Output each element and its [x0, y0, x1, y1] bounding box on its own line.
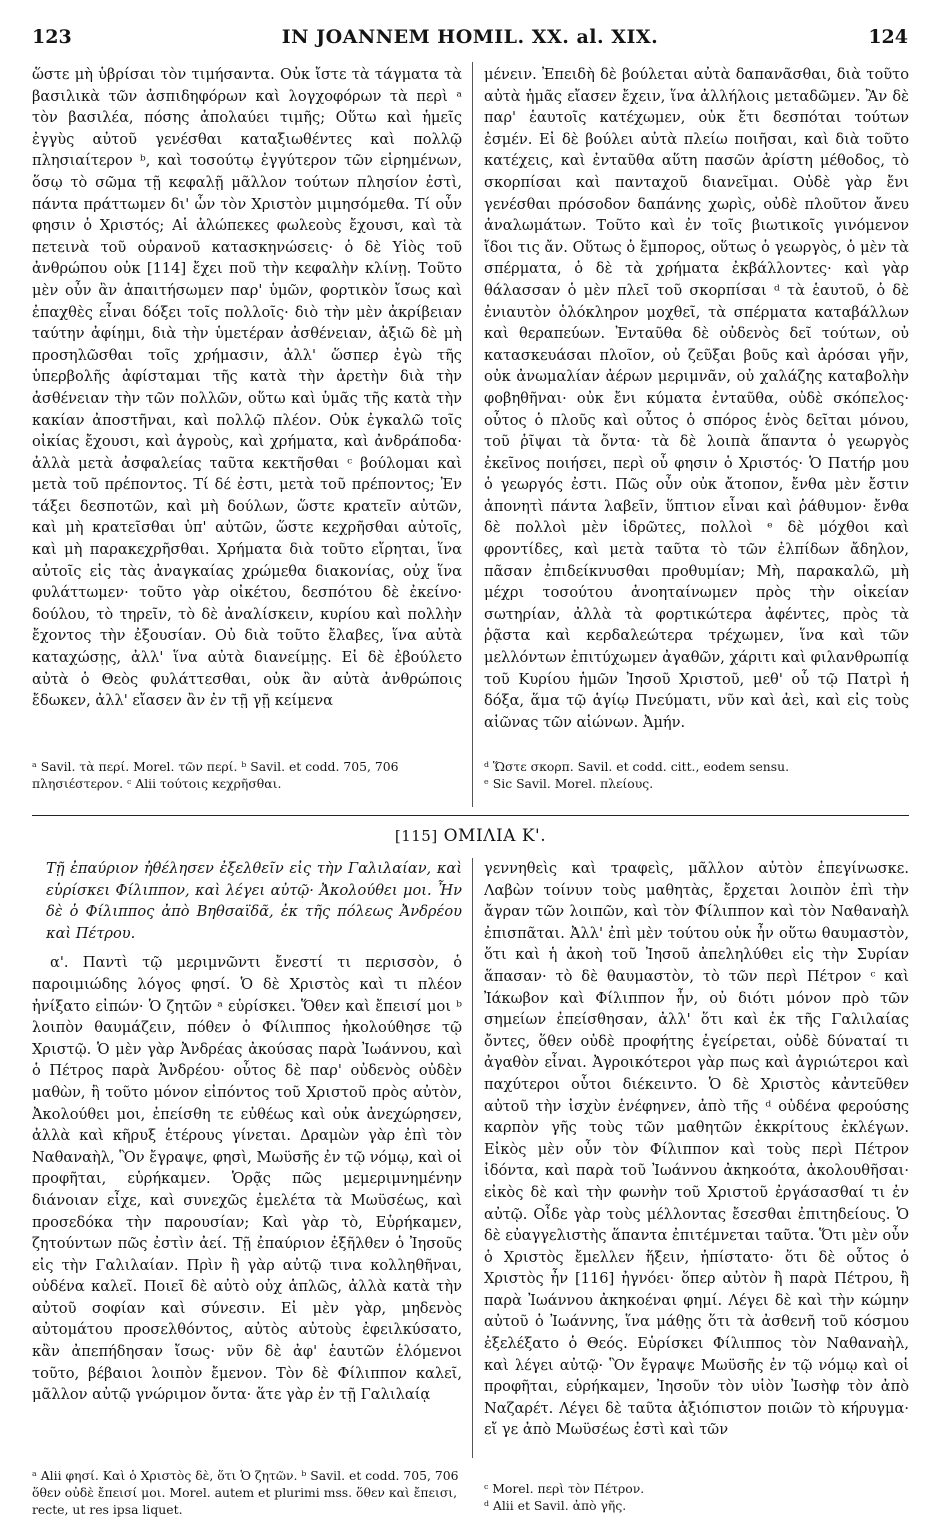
footnote: ᵈ Alii et Savil. ἀπὸ γῆς. [484, 1498, 627, 1513]
footnotes-bottom-right [484, 1480, 909, 1514]
page-number-right: 124 [868, 26, 908, 48]
top-left-column [32, 64, 462, 754]
page-marker: [115] [394, 827, 438, 845]
bottom-left-column [32, 858, 462, 1463]
footnote: ᵉ Sic Savil. Morel. πλείους. [484, 776, 654, 791]
homily-title: ΟΜΙΛΙΑ Κ'. [443, 826, 547, 846]
footnote: ᵈ Ὥστε σκορπ. Savil. et codd. citt., eodem sensu. [484, 759, 790, 774]
footnote: ᵃ Savil. τὰ περί. Morel. τῶν περί. ᵇ Savil. et codd. 705, 706 πλησιέστερον. ᶜ Alii τούτοις κεχρῆσθαι. [32, 759, 399, 791]
text-paragraph: μένειν. Ἐπειδὴ δὲ βούλεται αὐτὰ δαπανᾶσθαι, διὰ τοῦτο αὐτὰ ἡμᾶς εἴασεν ἔχειν, ἵνα ἀλλήλοις μεταδῶμεν. Ἂν δὲ παρ' ἑαυτοῖς κατέχωμεν, οὐκ ἔτι δεσπόται τούτων ἐσμέν. Εἰ δὲ βούλει αὐτὰ πλείω ποιῆσαι, καὶ διὰ τοῦτο κατέχεις, καὶ ἐνταῦθα αὕτη πασῶν ἀρίστη μέθοδος, τὸ σκορπίσαι καὶ πανταχοῦ διανεῖμαι. Οὐδὲ γὰρ ἔνι γενέσθαι πρόσοδον δαπάνης χωρὶς, οὐδὲ πλοῦτον ἄνευ ἀναλωμάτων. Τοῦτο καὶ ἐν τοῖς βιωτικοῖς γινόμενον ἴδοι τις ἄν. Οὕτως ὁ ἔμπορος, οὕτως ὁ γεωργὸς, ὁ μὲν τὰ σπέρματα, ὁ δὲ τὰ χρήματα ἐκβάλλοντες· καὶ γὰρ θάλασσαν ὁ μὲν πλεῖ τοῦ σκορπίσαι ᵈ τὰ ἑαυτοῦ, ὁ δὲ ἐνιαυτὸν ὁλόκληρον μοχθεῖ, τὰ σπέρματα καταβάλλων καὶ θεραπεύων. Ἐνταῦθα δὲ οὐδενὸς δεῖ τούτων, οὐ κατασκευάσαι πλοῖον, οὐ ζεῦξαι βοῦς καὶ ἀρόσαι γῆν, οὐκ ἀνωμαλίαν ἀέρων μεριμνᾶν, οὐ χαλάζης καταβολὴν φοβηθῆναι· οὐκ ἔνι κύματα ἐνταῦθα, οὐδὲ σκόπελος· οὗτος ὁ πλοῦς καὶ οὗτος ὁ σπόρος ἑνὸς δεῖται μόνου, τοῦ ῥῖψαι τὰ ὄντα· τὰ δὲ λοιπὰ ἅπαντα ὁ γεωργὸς ἐκεῖνος ποιήσει, περὶ οὗ φησιν ὁ Χριστός· Ὁ Πατήρ μου ὁ γεωργός ἐστι. Πῶς οὖν οὐκ ἄτοπον, ἔνθα μὲν ἔστιν ἀπονητὶ πάντα λαβεῖν, ὕπτιον εἶναι καὶ ῥάθυμον· ἔνθα δὲ πολλοὶ μὲν ἱδρῶτες, πολλοὶ ᵉ δὲ μόχθοι καὶ φροντίδες, καὶ μετὰ ταῦτα τὸ τῶν ἐλπίδων ἄδηλον, πᾶσαν ἐπιδείκνυσθαι προθυμίαν; Μὴ, παρακαλῶ, μὴ μέχρι τοσούτου ἀνοηταίνωμεν πρὸς τὴν οἰκείαν σωτηρίαν, ἀλλὰ τὰ φορτικώτερα ἀφέντες, πρὸς τὰ ῥᾷστα καὶ κερδαλεώτερα τρέχωμεν, ἵνα καὶ τῶν μελλόντων ἐπιτύχωμεν ἀγαθῶν, χάριτι καὶ φιλανθρωπίᾳ τοῦ Κυρίου ἡμῶν Ἰησοῦ Χριστοῦ, μεθ' οὗ τῷ Πατρὶ ἡ δόξα, ἅμα τῷ ἁγίῳ Πνεύματι, νῦν καὶ ἀεὶ, καὶ εἰς τοὺς αἰῶνας τῶν αἰώνων. Ἀμήν. [484, 66, 909, 731]
footnote: ᵃ Alii φησί. Καὶ ὁ Χριστὸς δὲ, ὅτι Ὁ ζητῶν. ᵇ Savil. et codd. 705, 706 ὅθεν οὐδὲ ἔπεισί μοι. Morel. autem et plurimi mss. ὅθεν καὶ ἔπεισι, recte, ut res ipsa liquet. [32, 1468, 459, 1517]
bottom-right-column [484, 858, 909, 1463]
page-header [32, 26, 908, 56]
top-right-column [484, 64, 909, 754]
homily-heading [32, 826, 909, 846]
text-paragraph: ὥστε μὴ ὑβρίσαι τὸν τιμήσαντα. Οὐκ ἴστε τὰ τάγματα τὰ βασιλικὰ τῶν ἀσπιδηφόρων καὶ λογχοφόρων τὰ περὶ ᵃ τὸν βασιλέα, πόσης ἀπολαύει τιμῆς; Οὕτω καὶ ἡμεῖς ἐγγὺς αὐτοῦ γενέσθαι καταξιωθέντες καὶ πολλῷ πλησιαίτερον ᵇ, καὶ τοσούτῳ ἐγγύτερον τῶν εἰρημένων, ὅσῳ τὸ σῶμα τῇ κεφαλῇ μᾶλλον τούτων πλησίον ἐστὶ, πάντα πράττωμεν δι' ὧν τὸν Χριστὸν μιμησόμεθα. Τί οὖν φησιν ὁ Χριστός; Αἱ ἀλώπεκες φωλεοὺς ἔχουσι, καὶ τὰ πετεινὰ τοῦ οὐρανοῦ κατασκηνώσεις· ὁ δὲ Υἱὸς τοῦ ἀνθρώπου οὐκ [114] ἔχει ποῦ τὴν κεφαλὴν κλίνῃ. Τοῦτο μὲν οὖν ἂν ἀπαιτήσωμεν παρ' ὑμῶν, φορτικὸν ἴσως καὶ ἐπαχθὲς εἶναι δόξει τοῖς πολλοῖς· διὸ τὴν μὲν ἀκρίβειαν ταύτην ἀφίημι, διὰ τὴν ὑμετέραν ἀσθένειαν, ἀξιῶ δὲ μὴ προσηλῶσθαι τοῖς χρήμασιν, ἀλλ' ὥσπερ ἐγὼ τῆς ὑπερβολῆς ἀφίσταμαι τῆς κατὰ τὴν ἀρετὴν διὰ τὴν ἀσθένειαν τὴν τῶν πολλῶν, οὕτω καὶ ὑμᾶς τῆς κατὰ τὴν κακίαν ἀποστῆναι, καὶ πολλῷ πλέον. Οὐκ ἐγκαλῶ τοῖς οἰκίας ἔχουσι, καὶ ἀγροὺς, καὶ χρήματα, καὶ ἀνδράποδα· ἀλλὰ μετὰ ἀσφαλείας ταῦτα κεκτῆσθαι ᶜ βούλομαι καὶ μετὰ τοῦ πρέποντος. Τί δέ ἐστι, μετὰ τοῦ πρέποντος; Ἐν τάξει δεσποτῶν, καὶ μὴ δούλων, ὥστε κρατεῖν αὐτῶν, καὶ μὴ κρατεῖσθαι ὑπ' αὐτῶν, ὥστε κεχρῆσθαι αὐτοῖς, καὶ μὴ παρακεχρῆσθαι. Χρήματα διὰ τοῦτο εἴρηται, ἵνα αὐτοῖς εἰς τὰς ἀναγκαίας χρώμεθα διακονίας, οὐχ ἵνα φυλάττωμεν· τοῦτο γὰρ οἰκέτου, δεσπότου δὲ ἐκείνο· δούλου, τὸ τηρεῖν, τὸ δὲ ἀναλίσκειν, κυρίου καὶ πολλὴν ἔχοντος τὴν ἐξουσίαν. Οὐ διὰ τοῦτο ἔλαβες, ἵνα αὐτὰ καταχώσῃς, ἀλλ' ἵνα αὐτὰ διανείμῃς. Εἰ δὲ ἐβούλετο αὐτὰ ὁ Θεὸς φυλάττεσθαι, οὐκ ἂν αὐτὰ ἀνθρώποις ἔδωκεν, ἀλλ' εἴασεν ἂν ἐν τῇ γῇ κείμενα [32, 66, 462, 710]
column-divider-bottom [472, 858, 473, 1458]
section-rule [32, 815, 909, 816]
scripture-incipit: Τῇ ἐπαύριον ἠθέλησεν ἐξελθεῖν εἰς τὴν Γαλιλαίαν, καὶ εὑρίσκει Φίλιππον, καὶ λέγει αὐτῷ· Ἀκολούθει μοι. Ἦν δὲ ὁ Φίλιππος ἀπὸ Βηθσαϊδᾶ, ἐκ τῆς πόλεως Ἀνδρέου καὶ Πέτρου. [46, 860, 462, 942]
footnotes-top-left [32, 758, 462, 792]
text-paragraph: γεννηθεὶς καὶ τραφεὶς, μᾶλλον αὐτὸν ἐπεγίνωσκε. Λαβὼν τοίνυν τοὺς μαθητὰς, ἔρχεται λοιπὸν ἐπὶ τὴν ἄγραν τῶν λοιπῶν, καὶ τὸν Φίλιππον καὶ τὸν Ναθαναὴλ ἐπισπᾶται. Ἀλλ' ἐπὶ μὲν τούτου οὐκ ἦν οὕτω θαυμαστὸν, ὅτι καὶ ἡ ἀκοὴ τοῦ Ἰησοῦ ἀπεληλύθει εἰς τὴν Συρίαν ἅπασαν· τὸ δὲ θαυμαστὸν, τὸ τῶν περὶ Πέτρον ᶜ καὶ Ἰάκωβον καὶ Φίλιππον ἦν, οὐ διότι μόνον πρὸ τῶν σημείων ἐπείσθησαν, ἀλλ' ὅτι καὶ ἐκ τῆς Γαλιλαίας ὄντες, ὅθεν οὐδὲ προφήτης ἐγείρεται, οὐδὲ δύναταί τι ἀγαθὸν εἶναι. Ἀγροικότεροι γὰρ πως καὶ ἀγριώτεροι καὶ παχύτεροι οὗτοι διέκειντο. Ὁ δὲ Χριστὸς κἀντεῦθεν αὐτοῦ τὴν ἰσχὺν ἐνέφηνεν, ἀπὸ τῆς ᵈ οὐδένα φερούσης καρπὸν γῆς τοὺς τῶν μαθητῶν ἐκκρίτους ἐκλέγων. Εἰκὸς μὲν οὖν τὸν Φίλιππον καὶ τοὺς περὶ Πέτρον ἰδόντα, καὶ παρὰ τοῦ Ἰωάννου ἀκηκοότα, ἀκολουθῆσαι· εἰκὸς δὲ καὶ τὴν φωνὴν τοῦ Χριστοῦ ἐργάσασθαί τι ἐν αὐτῷ. Οἶδε γὰρ τοὺς μέλλοντας ἔσεσθαι ἐπιτηδείους. Ὁ δὲ εὐαγγελιστὴς ἅπαντα ἐπιτέμνεται ταῦτα. Ὅτι μὲν οὖν ὁ Χριστὸς ἔμελλεν ἥξειν, ἠπίστατο· ὅτι δὲ οὗτος ὁ Χριστὸς ἦν [116] ἠγνόει· ὅπερ αὐτὸν ἢ παρὰ Πέτρου, ἢ παρὰ Ἰωάννου ἀκηκοέναι φημί. Λέγει δὲ καὶ τὴν κώμην αὐτοῦ ὁ Ἰωάννης, ἵνα μάθῃς ὅτι τὰ ἀσθενῆ τοῦ κόσμου ἐξελέξατο ὁ Θεός. Εὑρίσκει Φίλιππος τὸν Ναθαναὴλ, καὶ λέγει αὐτῷ· Ὃν ἔγραψε Μωϋσῆς ἐν τῷ νόμῳ καὶ οἱ προφῆται, εὑρήκαμεν, Ἰησοῦν τὸν υἱὸν Ἰωσὴφ τὸν ἀπὸ Ναζαρέτ. Λέγει δὲ ταῦτα ἀξιόπιστον ποιῶν τὸ κήρυγμα· εἴ γε ἀπὸ Μωϋσέως ἐστὶ καὶ τῶν [484, 860, 909, 1439]
column-divider-top [472, 62, 473, 807]
text-paragraph: α'. Παντὶ τῷ μεριμνῶντι ἔνεστί τι περισσὸν, ὁ παροιμιώδης λόγος φησί. Ὁ δὲ Χριστὸς καὶ τι πλέον ἠνίξατο εἰπών· Ὁ ζητῶν ᵃ εὑρίσκει. Ὅθεν καὶ ἔπεισί μοι ᵇ λοιπὸν θαυμάζειν, πόθεν ὁ Φίλιππος ἠκολούθησε τῷ Χριστῷ. Ὁ μὲν γὰρ Ἀνδρέας ἀκούσας παρὰ Ἰωάννου, καὶ ὁ Πέτρος παρὰ Ἀνδρέου· οὗτος δὲ παρ' οὐδενὸς οὐδὲν μαθὼν, ἢ τοῦτο μόνον εἰπόντος τοῦ Χριστοῦ πρὸς αὐτὸν, Ἀκολούθει μοι, ἐπείσθη τε εὐθέως καὶ οὐκ ἀνεχώρησεν, ἀλλὰ καὶ κῆρυξ ἑτέρους γίνεται. Δραμὼν γὰρ ἐπὶ τὸν Ναθαναὴλ, Ὃν ἔγραψε, φησὶ, Μωϋσῆς ἐν τῷ νόμῳ, καὶ οἱ προφῆται, εὑρήκαμεν. Ὁρᾷς πῶς μεμεριμνημένην διάνοιαν εἶχε, καὶ συνεχῶς ἐμελέτα τὰ Μωϋσέως, καὶ προσεδόκα τὴν παρουσίαν; Καὶ γὰρ τὸ, Εὑρήκαμεν, ζητούντων πῶς ἐστὶν ἀεί. Τῇ ἐπαύριον ἐξῆλθεν ὁ Ἰησοῦς εἰς τὴν Γαλιλαίαν. Πρὶν ἢ γὰρ αὐτῷ τινα κολληθῆναι, οὐδένα καλεῖ. Ποιεῖ δὲ αὐτὸ οὐχ ἁπλῶς, ἀλλὰ κατὰ τὴν αὐτοῦ σοφίαν καὶ σύνεσιν. Εἰ μὲν γὰρ, μηδενὸς αὐτομάτου προσελθόντος, αὐτὸς αὐτοὺς ἐφειλκύσατο, κἂν ἀπεπήδησαν ἴσως· νῦν δὲ ἀφ' ἑαυτῶν ἑλόμενοι τοῦτο, βέβαιοι λοιπὸν ἔμενον. Τὸν δὲ Φίλιππον καλεῖ, μᾶλλον αὐτῷ γνώριμον ὄντα· ἅτε γὰρ ἐν τῇ Γαλιλαίᾳ [32, 954, 462, 1404]
footnotes-bottom-left [32, 1467, 462, 1518]
page-number-left: 123 [32, 26, 72, 48]
footnote: ᶜ Morel. περὶ τὸν Πέτρον. [484, 1481, 645, 1496]
footnotes-top-right [484, 758, 909, 792]
running-title: IN JOANNEM HOMIL. XX. al. XIX. [281, 26, 659, 48]
